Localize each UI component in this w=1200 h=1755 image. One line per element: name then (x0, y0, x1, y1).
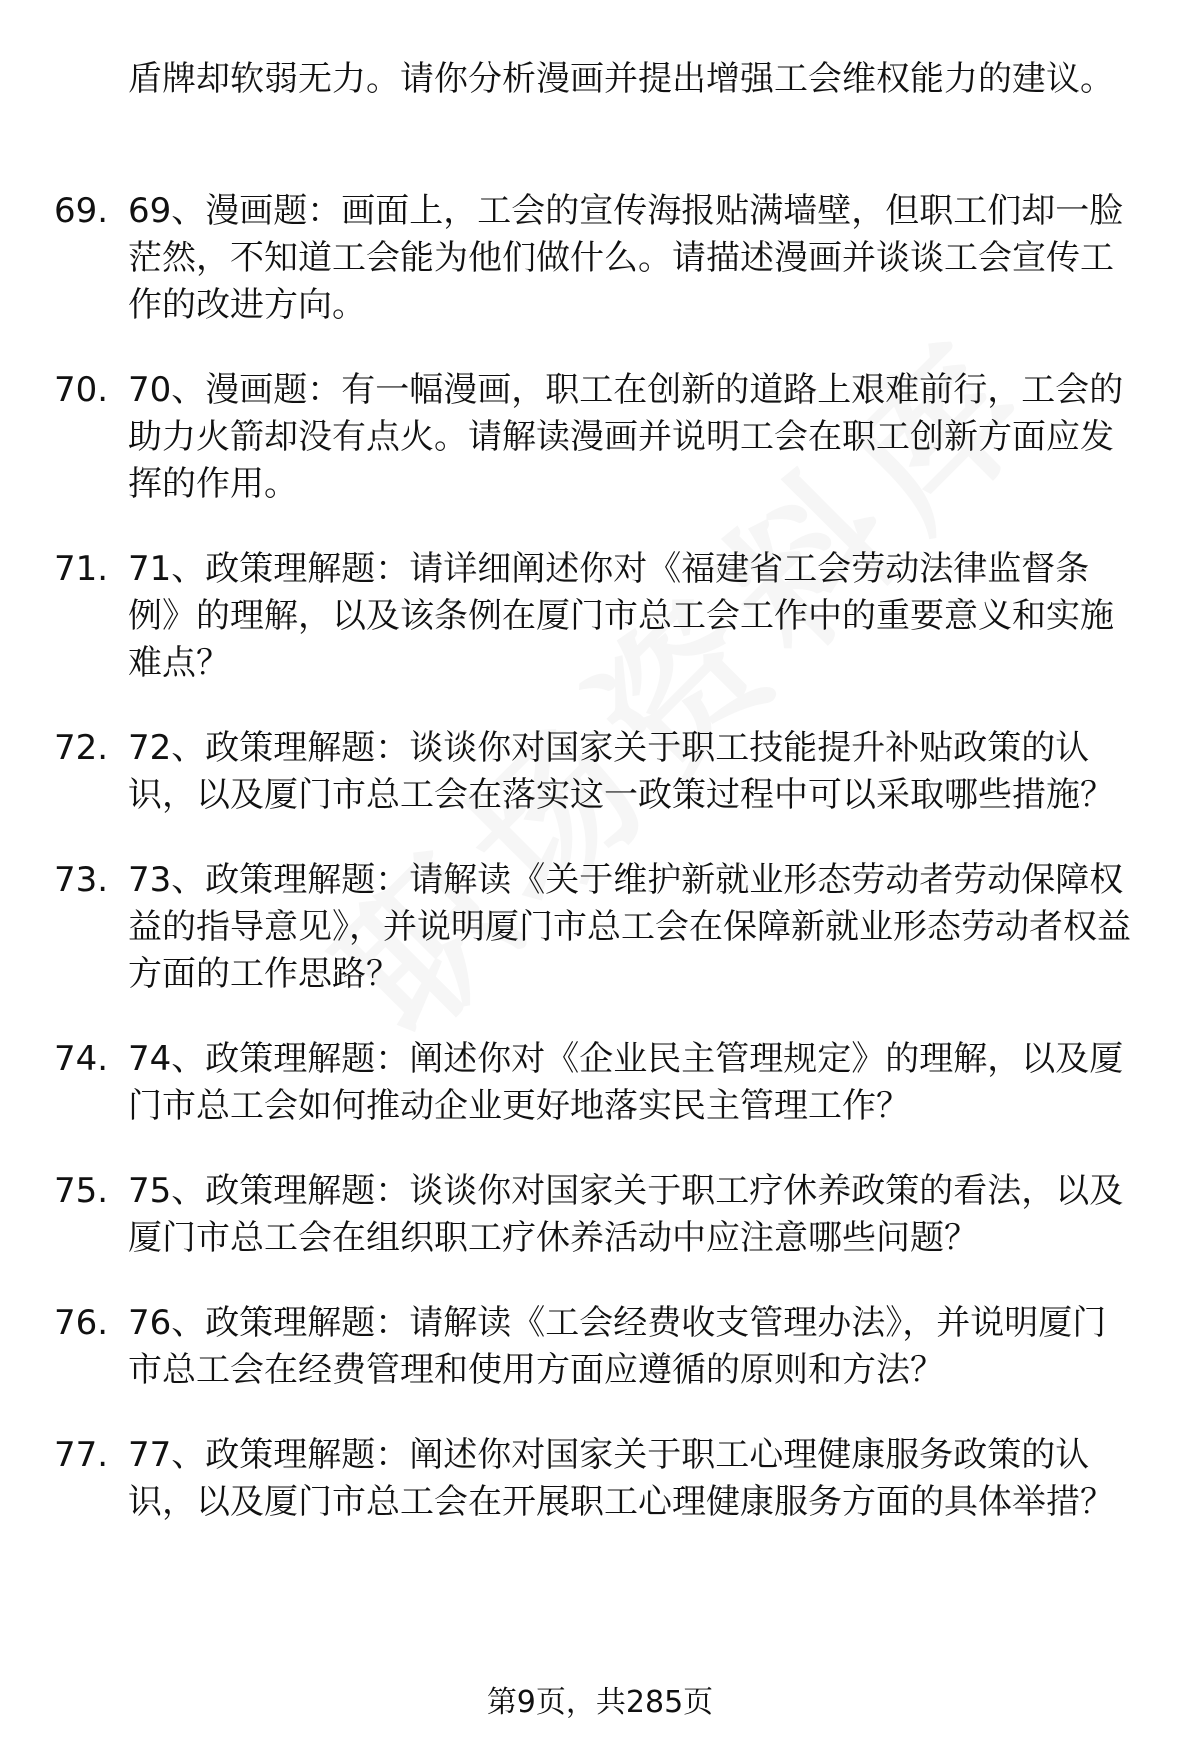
question-number: 71. (54, 549, 109, 589)
list-item (0, 1168, 1138, 1262)
list-item (0, 1036, 1138, 1130)
list-item (0, 367, 1138, 508)
list-item (0, 1300, 1138, 1394)
list-item (0, 857, 1138, 998)
question-number: 73. (54, 860, 109, 900)
question-text: 73、政策理解题：请解读《关于维护新就业形态劳动者劳动保障权益的指导意见》，并说明厦门市总工会在保障新就业形态劳动者权益方面的工作思路？ (128, 860, 1131, 994)
list-item (0, 1432, 1138, 1526)
list-item (0, 188, 1138, 329)
question-list (0, 188, 1200, 1564)
question-number: 72. (54, 728, 109, 768)
question-text: 71、政策理解题：请详细阐述你对《福建省工会劳动法律监督条例》的理解，以及该条例在厦门市总工会工作中的重要意义和实施难点？ (128, 549, 1114, 683)
question-text: 70、漫画题：有一幅漫画，职工在创新的道路上艰难前行，工会的助力火箭却没有点火。请解读漫画并说明工会在职工创新方面应发挥的作用。 (128, 370, 1124, 504)
question-number: 77. (54, 1435, 109, 1475)
question-text: 75、政策理解题：谈谈你对国家关于职工疗休养政策的看法，以及厦门市总工会在组织职工疗休养活动中应注意哪些问题？ (128, 1171, 1124, 1258)
question-number: 75. (54, 1171, 109, 1211)
continuation-paragraph: 盾牌却软弱无力。请你分析漫画并提出增强工会维权能力的建议。 (128, 59, 1114, 99)
question-number: 70. (54, 370, 109, 410)
question-text: 72、政策理解题：谈谈你对国家关于职工技能提升补贴政策的认识，以及厦门市总工会在落实这一政策过程中可以采取哪些措施？ (128, 728, 1114, 815)
question-number: 74. (54, 1039, 109, 1079)
question-number: 76. (54, 1303, 109, 1343)
page-indicator: 第9页，共285页 (486, 1685, 714, 1720)
question-text: 76、政策理解题：请解读《工会经费收支管理办法》，并说明厦门市总工会在经费管理和使用方面应遵循的原则和方法？ (128, 1303, 1107, 1390)
list-item (0, 546, 1138, 687)
list-item (0, 725, 1138, 819)
question-text: 74、政策理解题：阐述你对《企业民主管理规定》的理解，以及厦门市总工会如何推动企业更好地落实民主管理工作？ (128, 1039, 1124, 1126)
question-number: 69. (54, 191, 109, 231)
question-text: 69、漫画题：画面上，工会的宣传海报贴满墙壁，但职工们却一脸茫然，不知道工会能为他们做什么。请描述漫画并谈谈工会宣传工作的改进方向。 (128, 191, 1124, 325)
question-text: 77、政策理解题：阐述你对国家关于职工心理健康服务政策的认识，以及厦门市总工会在开展职工心理健康服务方面的具体举措？ (128, 1435, 1114, 1522)
